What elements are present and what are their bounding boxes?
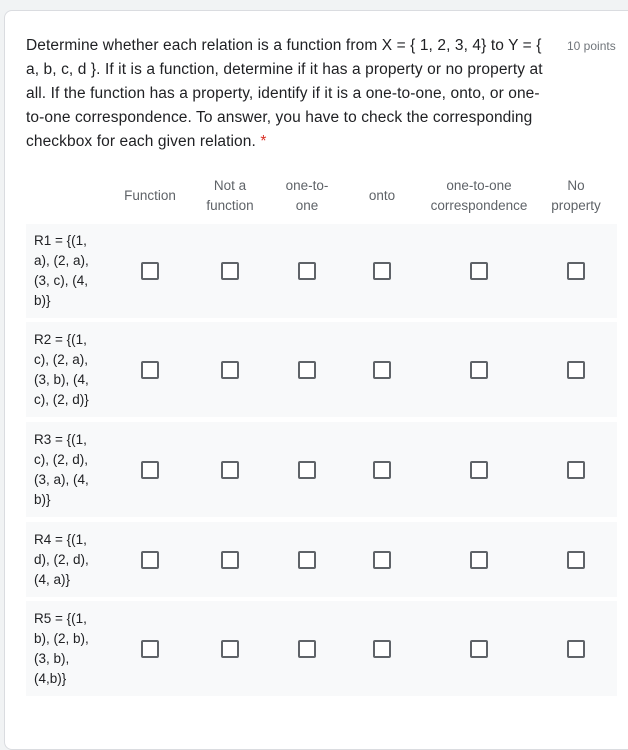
checkbox[interactable]	[141, 461, 159, 479]
row-label-line: R4 = {(1,	[34, 531, 87, 547]
row-label-line: (4, a)}	[34, 571, 71, 587]
column-header-line: property	[551, 198, 601, 213]
row-label-line: (3, b), (4,	[34, 371, 89, 387]
grid-row	[26, 522, 617, 597]
column-header-line: Function	[124, 188, 176, 203]
row-label-line: (4,b)}	[34, 670, 67, 686]
row-label	[34, 530, 104, 590]
required-asterisk: *	[260, 133, 267, 150]
grid-row	[26, 224, 617, 318]
checkbox[interactable]	[221, 361, 239, 379]
checkbox[interactable]	[470, 551, 488, 569]
row-label-line: (3, c), (4,	[34, 273, 89, 288]
column-header-line: one-to-	[285, 178, 329, 193]
column-header-line: correspondence	[430, 198, 528, 213]
checkbox[interactable]	[470, 262, 488, 280]
column-header-line: Not a	[213, 178, 247, 193]
column-header	[551, 174, 601, 218]
row-label-line: d), (2, d),	[34, 551, 89, 567]
checkbox[interactable]	[221, 551, 239, 569]
checkbox[interactable]	[373, 461, 391, 479]
column-header-line: onto	[368, 188, 396, 203]
row-label-line: (3, b),	[34, 650, 70, 666]
checkbox[interactable]	[141, 640, 159, 658]
column-header-line: one	[295, 198, 319, 213]
checkbox[interactable]	[373, 640, 391, 658]
row-label-line: b)}	[34, 491, 51, 507]
checkbox[interactable]	[567, 640, 585, 658]
checkbox[interactable]	[567, 551, 585, 569]
row-label-line: R1 = {(1,	[34, 233, 87, 248]
grid-row	[26, 601, 617, 696]
row-label	[34, 231, 104, 311]
grid-row	[26, 422, 617, 517]
column-header	[206, 174, 253, 218]
column-header	[369, 174, 395, 218]
checkbox[interactable]	[141, 262, 159, 280]
row-label-line: R3 = {(1,	[34, 431, 87, 447]
checkbox[interactable]	[298, 262, 316, 280]
checkbox[interactable]	[141, 361, 159, 379]
row-label	[34, 330, 104, 410]
question-text: Determine whether each relation is a function from X = { 1, 2, 3, 4} to Y = { a, b, c, d }. If it is a function, determine if it has a property or no property at all. If the function has a property, identify if it is a one-to-one, onto, or one-to-one correspondence. To answer, you have to check the corresponding checkbox for each given relation.	[26, 37, 543, 150]
row-label-line: c), (2, d),	[34, 451, 89, 467]
row-label-line: (3, a), (4,	[34, 471, 89, 487]
column-header-line: one-to-one	[446, 178, 512, 193]
checkbox[interactable]	[567, 361, 585, 379]
row-label-line: c), (2, a),	[34, 351, 89, 367]
checkbox[interactable]	[298, 361, 316, 379]
row-label	[34, 609, 104, 689]
checkbox[interactable]	[298, 640, 316, 658]
checkbox[interactable]	[567, 262, 585, 280]
checkbox[interactable]	[470, 361, 488, 379]
checkbox[interactable]	[298, 551, 316, 569]
checkbox[interactable]	[567, 461, 585, 479]
row-label-line: c), (2, d)}	[34, 391, 89, 407]
checkbox[interactable]	[221, 262, 239, 280]
question-title	[26, 34, 556, 154]
row-label-line: R5 = {(1,	[34, 610, 87, 626]
checkbox[interactable]	[373, 551, 391, 569]
checkbox[interactable]	[298, 461, 316, 479]
row-label	[34, 430, 104, 510]
points-label: 10 points	[567, 39, 616, 53]
checkbox[interactable]	[373, 262, 391, 280]
column-header	[286, 174, 329, 218]
column-header-line: No	[567, 178, 585, 193]
checkbox[interactable]	[221, 461, 239, 479]
grid-row	[26, 322, 617, 417]
row-label-line: a), (2, a),	[34, 253, 89, 268]
checkbox[interactable]	[373, 361, 391, 379]
row-label-line: b), (2, b),	[34, 630, 89, 646]
checkbox[interactable]	[470, 461, 488, 479]
checkbox[interactable]	[141, 551, 159, 569]
checkbox[interactable]	[470, 640, 488, 658]
checkbox[interactable]	[221, 640, 239, 658]
column-header	[431, 174, 528, 218]
row-label-line: R2 = {(1,	[34, 331, 87, 347]
column-header-line: function	[206, 198, 254, 213]
column-header	[124, 174, 176, 218]
row-label-line: b)}	[34, 293, 51, 308]
